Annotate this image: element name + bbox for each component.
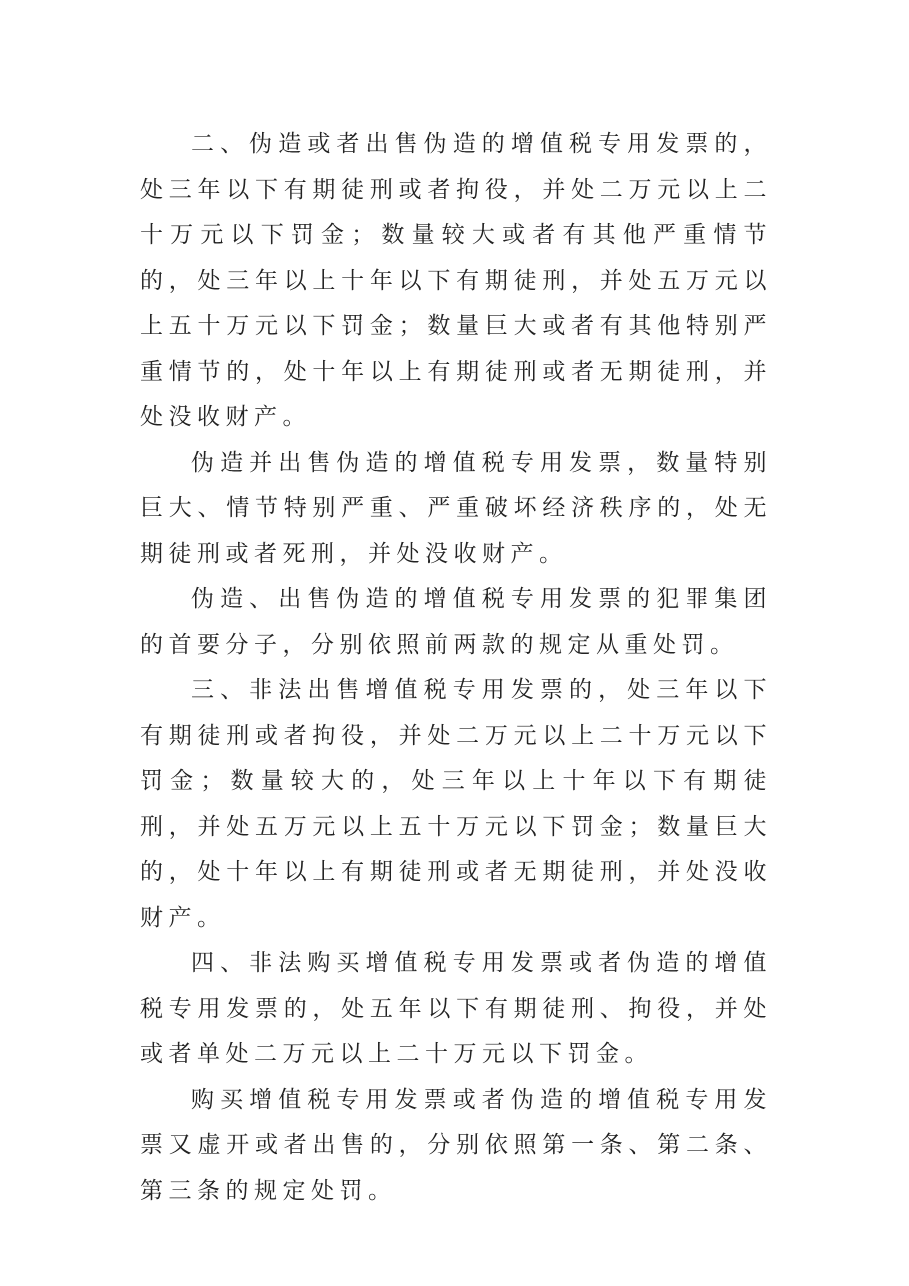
paragraph-criminal-group: 伪造、出售伪造的增值税专用发票的犯罪集团的首要分子，分别依照前两款的规定从重处罚。: [140, 586, 772, 658]
paragraph-purchase-then-issue: 购买增值税专用发票或者伪造的增值税专用发票又虚开或者出售的，分别依照第一条、第二条、第三条的规定处罚。: [140, 1086, 772, 1204]
paragraph-illegal-purchase: 四、非法购买增值税专用发票或者伪造的增值税专用发票的，处五年以下有期徒刑、拘役，并处或者单处二万元以上二十万元以下罚金。: [140, 950, 772, 1067]
paragraph-illegal-sale: 三、非法出售增值税专用发票的，处三年以下有期徒刑或者拘役，并处二万元以上二十万元以下罚金；数量较大的，处三年以上十年以下有期徒刑，并处五万元以上五十万元以下罚金；数量巨大的，处十年以上有期徒刑或者无期徒刑，并处没收财产。: [140, 677, 772, 931]
paragraph-forge-and-sell: 伪造并出售伪造的增值税专用发票，数量特别巨大、情节特别严重、严重破坏经济秩序的，处无期徒刑或者死刑，并处没收财产。: [140, 449, 772, 567]
document-body: [140, 122, 772, 1214]
paragraph-forgery-sale: 二、伪造或者出售伪造的增值税专用发票的，处三年以下有期徒刑或者拘役，并处二万元以上二十万元以下罚金；数量较大或者有其他严重情节的，处三年以上十年以下有期徒刑，并处五万元以上五十万元以下罚金；数量巨大或者有其他特别严重情节的，处十年以上有期徒刑或者无期徒刑，并处没收财产。: [140, 131, 772, 430]
